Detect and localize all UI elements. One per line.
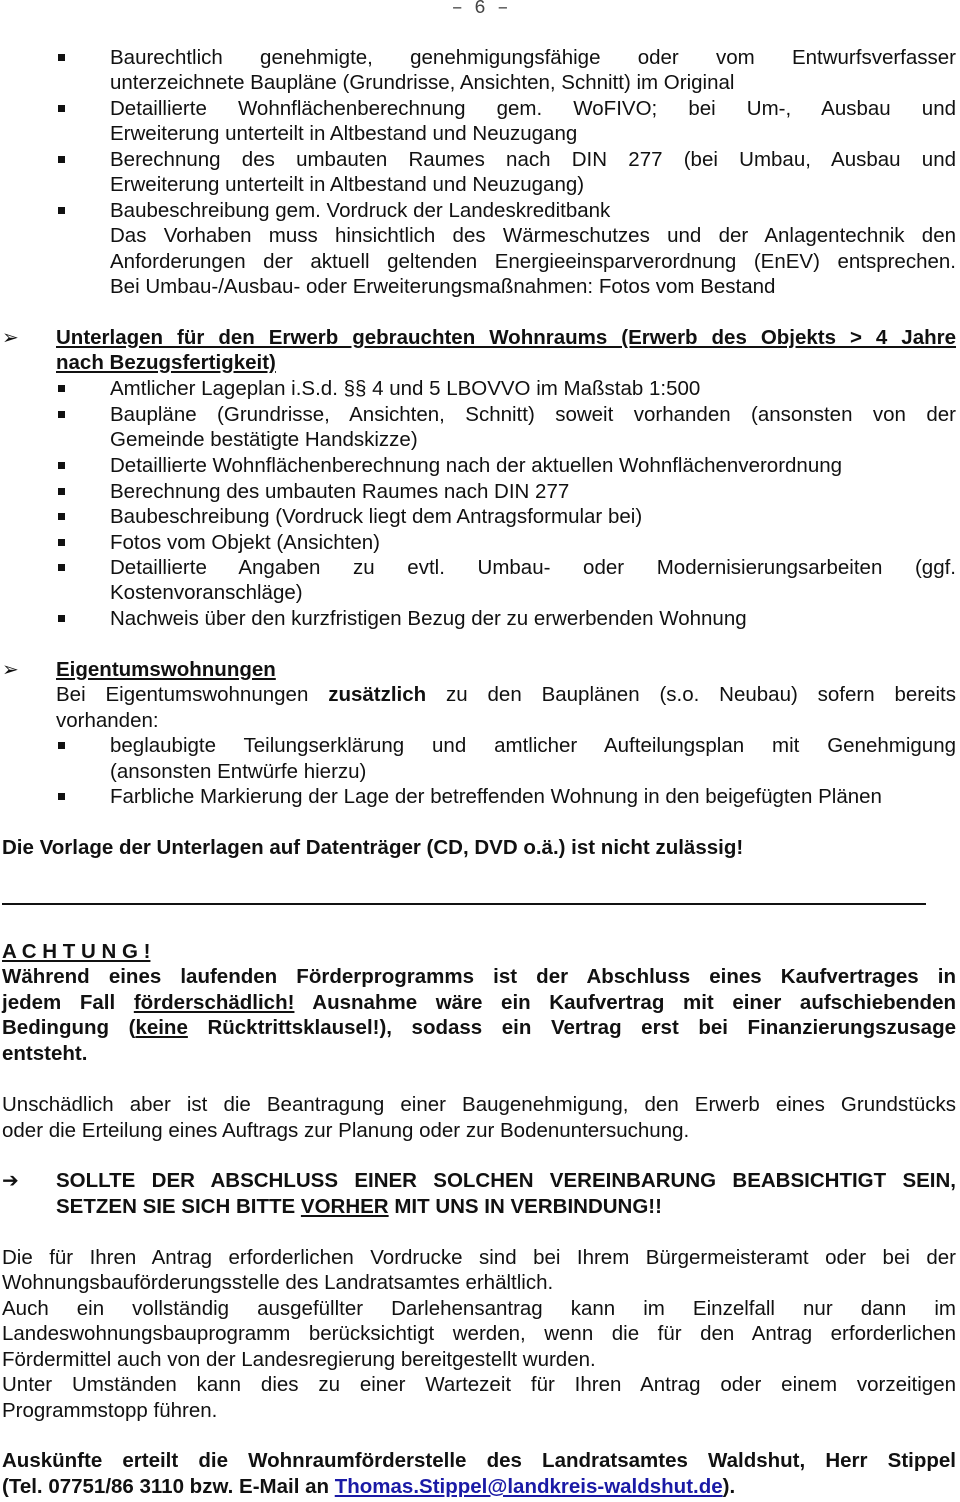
- list-item: Amtlicher Lageplan i.S.d. §§ 4 und 5 LBOVVO im Maßstab 1:500: [110, 377, 701, 400]
- list-item-cont: Erweiterung unterteilt in Altbestand und Neuzugang: [110, 122, 578, 145]
- email-link[interactable]: Thomas.Stippel@landkreis-waldshut.de: [334, 1475, 723, 1498]
- list-item: Detaillierte Wohnflächenberechnung gem. WoFIVO; bei Um-, Ausbau und: [110, 97, 956, 120]
- list-item: beglaubigte Teilungserklärung und amtlicher Aufteilungsplan mit Genehmigung: [110, 734, 956, 757]
- list-item: Detaillierte Wohnflächenberechnung nach der aktuellen Wohnflächenverordnung: [110, 454, 843, 477]
- paragraph: Die für Ihren Antrag erforderlichen Vordrucke sind bei Ihrem Bürgermeisteramt oder bei der: [2, 1246, 956, 1269]
- list-item: Baubeschreibung (Vordruck liegt dem Antragsformular bei): [110, 505, 643, 528]
- data-carrier-notice: Die Vorlage der Unterlagen auf Datenträger (CD, DVD o.ä.) ist nicht zulässig!: [2, 836, 744, 859]
- paragraph: Unschädlich aber ist die Beantragung einer Baugenehmigung, den Erwerb eines Grundstücks: [2, 1093, 956, 1116]
- list-item-cont: Kostenvoranschläge): [110, 581, 303, 604]
- list-item-cont: Gemeinde bestätigte Handskizze): [110, 428, 418, 451]
- warning-title: A C H T U N G !: [2, 940, 151, 963]
- warning-text: Während eines laufenden Förderprogramms ist der Abschluss eines Kaufvertrages in: [2, 965, 956, 988]
- list-item-cont: (ansonsten Entwürfe hierzu): [110, 760, 367, 783]
- bullet-icon: [58, 742, 65, 749]
- list-item-cont: Bei Umbau-/Ausbau- oder Erweiterungsmaßnahmen: Fotos vom Bestand: [110, 275, 776, 298]
- contact-line: Auskünfte erteilt die Wohnraumförderstelle des Landratsamtes Waldshut, Herr Stippel: [2, 1449, 956, 1472]
- paragraph: Unter Umständen kann dies zu einer Wartezeit für Ihren Antrag oder einem vorzeitigen: [2, 1373, 956, 1396]
- section-intro-cont: vorhanden:: [56, 709, 159, 732]
- notice-text: SETZEN SIE SICH BITTE VORHER MIT UNS IN VERBINDUNG!!: [56, 1195, 662, 1218]
- list-item-cont: unterzeichnete Baupläne (Grundrisse, Ansichten, Schnitt) im Original: [110, 71, 735, 94]
- list-item: Detaillierte Angaben zu evtl. Umbau- oder Modernisierungsarbeiten (ggf.: [110, 556, 956, 579]
- list-item: Fotos vom Objekt (Ansichten): [110, 531, 381, 554]
- bullet-icon: [58, 105, 65, 112]
- bullet-icon: [58, 54, 65, 61]
- notice-text: SOLLTE DER ABSCHLUSS EINER SOLCHEN VEREINBARUNG BEABSICHTIGT SEIN,: [56, 1169, 956, 1192]
- list-item: Baurechtlich genehmigte, genehmigungsfähige oder vom Entwurfsverfasser: [110, 46, 956, 69]
- bullet-icon: [58, 385, 65, 392]
- arrowhead-bullet-icon: ➢: [2, 325, 19, 349]
- list-item: Baubeschreibung gem. Vordruck der Landeskreditbank: [110, 199, 611, 222]
- bullet-icon: [58, 462, 65, 469]
- arrowhead-bullet-icon: ➢: [2, 657, 19, 681]
- list-item-cont: Anforderungen der aktuell geltenden Energieeinsparverordnung (EnEV) entsprechen.: [110, 250, 956, 273]
- paragraph-cont: oder die Erteilung eines Auftrags zur Planung oder zur Bodenuntersuchung.: [2, 1119, 690, 1142]
- bullet-icon: [58, 411, 65, 418]
- paragraph-cont: Fördermittel auch von der Landesregierung bereitgestellt wurden.: [2, 1348, 596, 1371]
- paragraph-cont: Landeswohnungsbauprogramm berücksichtigt werden, wenn die für den Antrag erforderlichen: [2, 1322, 956, 1345]
- warning-text: Bedingung (keine Rücktrittsklausel!), sodass ein Vertrag erst bei Finanzierungszusage: [2, 1016, 956, 1039]
- list-item: Baupläne (Grundrisse, Ansichten, Schnitt) soweit vorhanden (ansonsten von der: [110, 403, 956, 426]
- contact-line: (Tel. 07751/86 3110 bzw. E-Mail an Thomas.Stippel@landkreis-waldshut.de).: [2, 1475, 736, 1498]
- paragraph-cont: Programmstopp führen.: [2, 1399, 218, 1422]
- bullet-icon: [58, 564, 65, 571]
- section-intro: Bei Eigentumswohnungen zusätzlich zu den Bauplänen (s.o. Neubau) sofern bereits: [56, 683, 957, 706]
- bullet-icon: [58, 539, 65, 546]
- bullet-icon: [58, 156, 65, 163]
- bullet-icon: [58, 488, 65, 495]
- warning-text: jedem Fall förderschädlich! Ausnahme wäre ein Kaufvertrag mit einer aufschiebenden: [2, 991, 956, 1014]
- list-item: Berechnung des umbauten Raumes nach DIN 277 (bei Umbau, Ausbau und: [110, 148, 956, 171]
- horizontal-rule: [2, 903, 926, 905]
- paragraph-cont: Wohnungsbauförderungsstelle des Landratsamtes erhältlich.: [2, 1271, 554, 1294]
- list-item: Berechnung des umbauten Raumes nach DIN 277: [110, 480, 570, 503]
- bullet-icon: [58, 615, 65, 622]
- list-item: Farbliche Markierung der Lage der betreffenden Wohnung in den beigefügten Plänen: [110, 785, 882, 808]
- list-item-cont: Das Vorhaben muss hinsichtlich des Wärmeschutzes und der Anlagentechnik den: [110, 224, 956, 247]
- paragraph: Auch ein vollständig ausgefüllter Darlehensantrag kann im Einzelfall nur dann im: [2, 1297, 956, 1320]
- section-heading: Unterlagen für den Erwerb gebrauchten Wohnraums (Erwerb des Objekts > 4 Jahre: [56, 326, 956, 349]
- warning-text: entsteht.: [2, 1042, 88, 1065]
- right-arrow-icon: ➔: [2, 1168, 19, 1192]
- list-item: Nachweis über den kurzfristigen Bezug der zu erwerbenden Wohnung: [110, 607, 747, 630]
- section-heading-cont: nach Bezugsfertigkeit): [56, 351, 276, 374]
- bullet-icon: [58, 513, 65, 520]
- bullet-icon: [58, 207, 65, 214]
- list-item-cont: Erweiterung unterteilt in Altbestand und Neuzugang): [110, 173, 585, 196]
- bullet-icon: [58, 793, 65, 800]
- section-heading: Eigentumswohnungen: [56, 658, 276, 681]
- page-number: – 6 –: [451, 0, 509, 19]
